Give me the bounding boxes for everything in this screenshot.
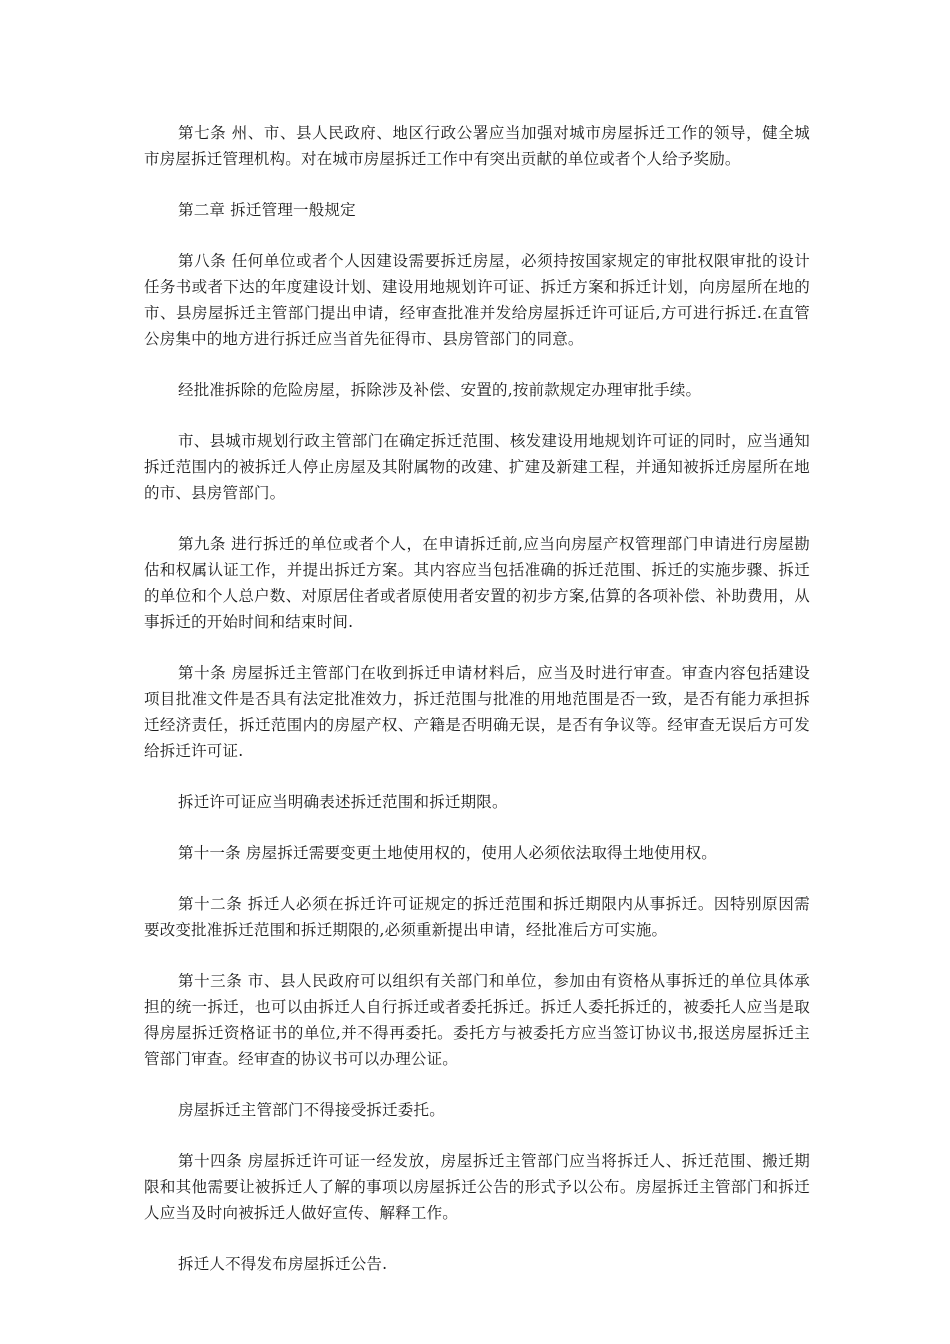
article-14-paragraph: 第十四条 房屋拆迁许可证一经发放，房屋拆迁主管部门应当将拆迁人、拆迁范围、搬迁期限和其他需要让被拆迁人了解的事项以房屋拆迁公告的形式予以公布。房屋拆迁主管部门和拆迁人应当及时向被拆迁人做好宣传、解释工作。 (144, 1152, 810, 1222)
article-11-paragraph: 第十一条 房屋拆迁需要变更土地使用权的，使用人必须依法取得土地使用权。 (178, 844, 717, 862)
article-13-paragraph: 第十三条 市、县人民政府可以组织有关部门和单位，参加由有资格从事拆迁的单位具体承担的统一拆迁，也可以由拆迁人自行拆迁或者委托拆迁。拆迁人委托拆迁的，被委托人应当是取得房屋拆迁资格证书的单位,并不得再委托。委托方与被委托方应当签订协议书,报送房屋拆迁主管部门审查。经审查的协议书可以办理公证。 (144, 972, 810, 1068)
article-10-paragraph: 第十条 房屋拆迁主管部门在收到拆迁申请材料后，应当及时进行审查。审查内容包括建设项目批准文件是否具有法定批准效力，拆迁范围与批准的用地范围是否一致，是否有能力承担拆迁经济责任，拆迁范围内的房屋产权、产籍是否明确无误，是否有争议等。经审查无误后方可发给拆迁许可证. (144, 664, 810, 760)
article-7-paragraph: 第七条 州、市、县人民政府、地区行政公署应当加强对城市房屋拆迁工作的领导，健全城市房屋拆迁管理机构。对在城市房屋拆迁工作中有突出贡献的单位或者个人给予奖励。 (144, 124, 810, 168)
article-10-permit-paragraph: 拆迁许可证应当明确表述拆迁范围和拆迁期限。 (178, 793, 508, 811)
document-body (144, 120, 810, 1302)
article-8-paragraph: 第八条 任何单位或者个人因建设需要拆迁房屋，必须持按国家规定的审批权限审批的设计任务书或者下达的年度建设计划、建设用地规划许可证、拆迁方案和拆迁计划，向房屋所在地的市、县房屋拆迁主管部门提出申请，经审查批准并发给房屋拆迁许可证后,方可进行拆迁.在直管公房集中的地方进行拆迁应当首先征得市、县房管部门的同意。 (144, 252, 810, 348)
article-9-paragraph: 第九条 进行拆迁的单位或者个人，在申请拆迁前,应当向房屋产权管理部门申请进行房屋勘估和权属认证工作，并提出拆迁方案。其内容应当包括准确的拆迁范围、拆迁的实施步骤、拆迁的单位和个人总户数、对原居住者或者原使用者安置的初步方案,估算的各项补偿、补助费用，从事拆迁的开始时间和结束时间. (144, 535, 810, 631)
article-12-paragraph: 第十二条 拆迁人必须在拆迁许可证规定的拆迁范围和拆迁期限内从事拆迁。因特别原因需要改变批准拆迁范围和拆迁期限的,必须重新提出申请，经批准后方可实施。 (144, 895, 810, 939)
chapter-2-heading: 第二章 拆迁管理一般规定 (178, 201, 356, 219)
article-8-dangerous-housing-paragraph: 经批准拆除的危险房屋，拆除涉及补偿、安置的,按前款规定办理审批手续。 (178, 381, 702, 399)
article-13-no-delegation-paragraph: 房屋拆迁主管部门不得接受拆迁委托。 (178, 1101, 445, 1119)
article-8-planning-paragraph: 市、县城市规划行政主管部门在确定拆迁范围、核发建设用地规划许可证的同时，应当通知拆迁范围内的被拆迁人停止房屋及其附属物的改建、扩建及新建工程，并通知被拆迁房屋所在地的市、县房管部门。 (144, 432, 810, 502)
article-14-notice-paragraph: 拆迁人不得发布房屋拆迁公告. (178, 1255, 388, 1273)
